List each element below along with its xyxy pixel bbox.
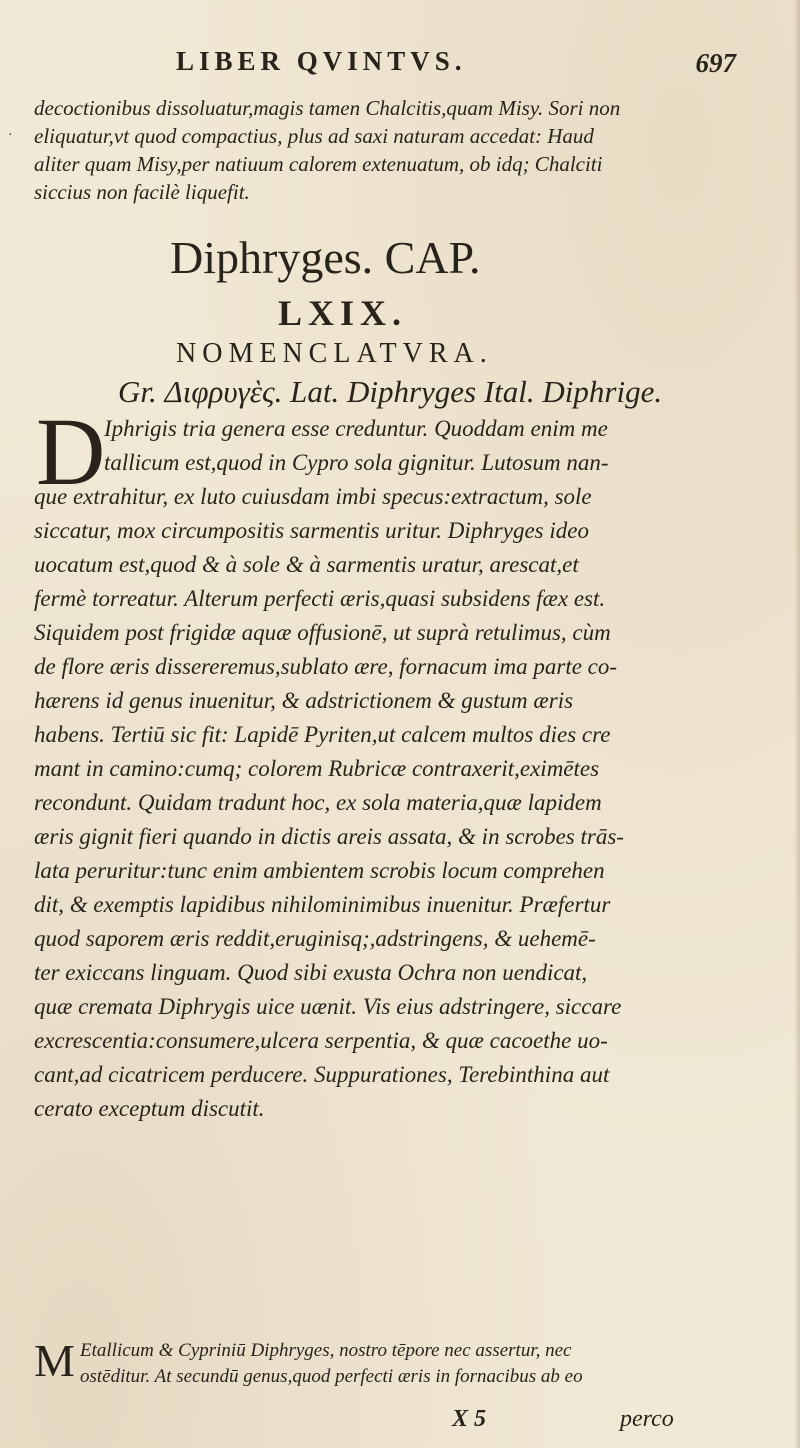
body-line: siccatur, mox circumpositis sarmentis uritur. Diphryges ideo <box>34 518 589 543</box>
nomenclature-line: Gr. Διφρυγὲς. Lat. Diphryges Ital. Diphrige. <box>118 374 663 409</box>
body-line: uocatum est,quod & à sole & à sarmentis uratur, arescat,et <box>34 552 579 577</box>
chapter-title: Diphryges. CAP. <box>170 232 481 283</box>
body-line: de flore æris dissereremus,sublato ære, fornacum ima parte co- <box>34 654 618 679</box>
intro-line: aliter quam Misy,per natiuum calorem extenuatum, ob idq; Chalciti <box>34 152 603 176</box>
note-line: Etallicum & Cypriniū Diphryges, nostro tēpore nec assertur, nec <box>80 1340 572 1361</box>
intro-line: eliquatur,vt quod compactius, plus ad saxi naturam accedat: Haud <box>34 124 594 148</box>
body-line: quæ cremata Diphrygis uice uænit. Vis eius adstringere, siccare <box>34 994 622 1019</box>
margin-mark: · <box>8 128 13 143</box>
body-line: hærens id genus inuenitur, & adstrictionem & gustum æris <box>34 688 574 713</box>
page-edge-shadow <box>794 0 800 1448</box>
body-line: habens. Tertiū sic fit: Lapidē Pyriten,ut calcem multos dies cre <box>34 722 611 747</box>
body-line: lata peruritur:tunc enim ambientem scrobis locum comprehen <box>34 858 605 883</box>
body-line: excrescentia:consumere,ulcera serpentia, & quæ cacoethe uo- <box>34 1028 608 1053</box>
section-heading: NOMENCLATVRA. <box>176 338 493 369</box>
page-header <box>0 46 800 86</box>
body-line: fermè torreatur. Alterum perfecti æris,quasi subsidens fæx est. <box>34 586 606 611</box>
note-line: ostēditur. At secundū genus,quod perfecti æris in fornacibus ab eo <box>80 1366 583 1387</box>
body-line: cerato exceptum discutit. <box>34 1096 265 1121</box>
chapter-number: LXIX. <box>278 293 408 333</box>
body-line: dit, & exemptis lapidibus nihilominimibus inuenitur. Præfertur <box>34 892 611 917</box>
catchword: perco <box>620 1406 674 1432</box>
page-number: 697 <box>695 48 736 78</box>
body-line: Iphrigis tria genera esse creduntur. Quoddam enim me <box>104 416 608 441</box>
drop-cap: D <box>36 398 106 505</box>
body-line: æris gignit fieri quando in dictis areis assata, & in scrobes trās- <box>34 824 624 849</box>
body-line: Siquidem post frigidæ aquæ offusionē, ut suprà retulimus, cùm <box>34 620 611 645</box>
signature-mark: X 5 <box>452 1406 487 1432</box>
body-line: ter exiccans linguam. Quod sibi exusta Ochra non uendicat, <box>34 960 588 985</box>
body-line: cant,ad cicatricem perducere. Suppurationes, Terebinthina aut <box>34 1062 610 1087</box>
note-drop-cap: M <box>34 1335 75 1386</box>
body-line: quod saporem æris reddit,eruginisq;,adstringens, & uehemē- <box>34 926 596 951</box>
intro-line: siccius non facilè liquefit. <box>34 180 250 204</box>
body-line: que extrahitur, ex luto cuiusdam imbi specus:extractum, sole <box>34 484 592 509</box>
body-line: mant in camino:cumq; colorem Rubricæ contraxerit,eximētes <box>34 756 600 781</box>
body-line: recondunt. Quidam tradunt hoc, ex sola materia,quæ lapidem <box>34 790 602 815</box>
intro-line: decoctionibus dissoluatur,magis tamen Chalcitis,quam Misy. Sori non <box>34 96 621 120</box>
body-line: tallicum est,quod in Cypro sola gignitur. Lutosum nan- <box>104 450 609 475</box>
running-head: LIBER QVINTVS. <box>176 46 467 76</box>
